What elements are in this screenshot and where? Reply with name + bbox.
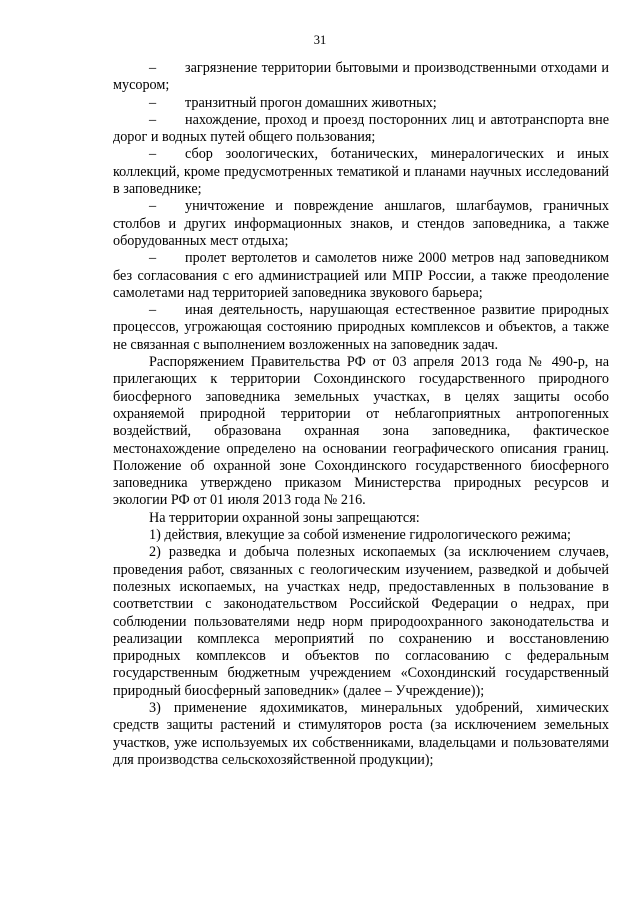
bullet-item	[113, 60, 609, 95]
paragraph-prohibitions-intro: На территории охранной зоны запрещаются:	[149, 509, 420, 526]
bullet-dash: –	[149, 198, 157, 215]
page-number: 31	[313, 33, 327, 47]
bullet-text: загрязнение территории бытовыми и производственными отходами и мусором;	[113, 60, 609, 94]
bullet-item	[113, 250, 609, 302]
bullet-item	[113, 112, 609, 147]
bullet-text: сбор зоологических, ботанических, минералогических и иных коллекций, кроме предусмотренных тематикой и планами научных исследований в заповеднике;	[113, 146, 609, 198]
bullet-dash: –	[149, 111, 157, 128]
bullet-dash: –	[149, 94, 157, 111]
bullet-dash: –	[149, 60, 157, 76]
bullet-dash: –	[149, 146, 157, 163]
numbered-item: 3) применение ядохимикатов, минеральных удобрений, химических средств защиты растений и стимуляторов роста (за исключением земельных участков, уже используемых их собственниками, владельцами и пользователями для производства сельскохозяйственной продукции);	[113, 699, 609, 768]
bullet-text: пролет вертолетов и самолетов ниже 2000 метров над заповедником без согласования с его администрацией или МПР России, а также преодоление самолетами над территорией заповедника звукового барьера;	[113, 250, 609, 301]
bullet-item	[113, 95, 609, 112]
bullet-item	[113, 146, 609, 198]
bullet-text: уничтожение и повреждение аншлагов, шлагбаумов, граничных столбов и других информационных знаков, и стендов заповедника, а также оборудованных мест отдыха;	[113, 198, 609, 249]
numbered-item: 2) разведка и добыча полезных ископаемых (за исключением случаев, проведения работ, связанных с геологическим изучением, разведкой и добычей полезных ископаемых, на участках недр, предоставленных в пользование в соответствии с законодательством Российской Федерации о недрах, при соблюдении пользователями недр норм природоохранного законодательства и реализации комплекса мероприятий по сохранению и восстановлению природных комплексов и объектов по согласованию с федеральным государственным бюджетным учреждением «Сохондинский государственный природный биосферный заповедник» (далее – Учреждение));	[113, 544, 609, 699]
bullet-item	[113, 198, 609, 250]
bullet-dash: –	[149, 302, 157, 319]
bullet-text: нахождение, проход и проезд посторонних лиц и автотранспорта вне дорог и водных путей общего пользования;	[113, 111, 609, 146]
document-body	[113, 60, 609, 769]
bullet-dash: –	[149, 250, 157, 267]
bullet-text: транзитный прогон домашних животных;	[185, 94, 437, 111]
paragraph-decree: Распоряжением Правительства РФ от 03 апреля 2013 года № 490-р, на прилегающих к территории Сохондинского государственного природного биосферного заповедника земельных участках, в целях защиты особо охраняемой природной территории от неблагоприятных антропогенных воздействий, образована охранная зона заповедника, фактическое местонахождение определено на основании географического описания границ. Положение об охранной зоне Сохондинского государственного биосферного заповедника утверждено приказом Министерства природных ресурсов и экологии РФ от 01 июля 2013 года № 216.	[113, 354, 609, 509]
bullet-item	[113, 302, 609, 354]
numbered-item: 1) действия, влекущие за собой изменение гидрологического режима;	[149, 527, 571, 544]
bullet-text: иная деятельность, нарушающая естественное развитие природных процессов, угрожающая состоянию природных комплексов и объектов, а также не связанная с выполнением возложенных на заповедник задач.	[113, 302, 609, 353]
